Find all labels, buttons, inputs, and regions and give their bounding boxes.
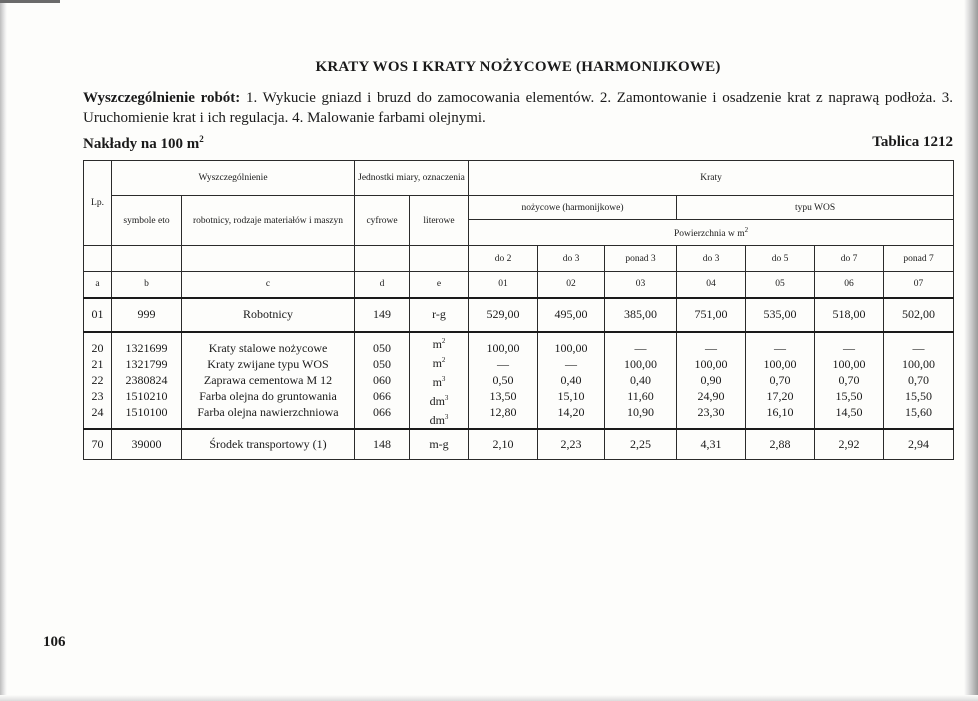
value-item: —	[565, 357, 577, 371]
lp-item: 21	[91, 357, 104, 371]
letter-cell: e	[410, 272, 469, 298]
cell-lp: 70	[84, 429, 112, 460]
letter-cell: 03	[605, 272, 677, 298]
value-item: 10,90	[627, 405, 654, 419]
cell-value: 502,00	[884, 298, 954, 332]
value-item: 0,40	[560, 373, 582, 387]
cell-value: 535,00	[746, 298, 815, 332]
header-powierzchnia	[469, 220, 954, 246]
header-kraty: Kraty	[469, 161, 954, 196]
value-item: 100,00	[763, 357, 797, 371]
size-cell: do 7	[815, 246, 884, 272]
value-item: 100,00	[624, 357, 657, 371]
material-name: Kraty stalowe nożycowe	[208, 341, 328, 355]
letter-cell: 02	[538, 272, 605, 298]
material-name: Zaprawa cementowa M 12	[203, 373, 333, 387]
lp-item: 23	[91, 389, 104, 403]
cell-name: Robotnicy	[182, 298, 355, 332]
cell-value: 529,00	[469, 298, 538, 332]
size-cell: do 3	[538, 246, 605, 272]
unit-item	[413, 409, 465, 428]
cell-value: 2,10	[469, 429, 538, 460]
unit-sup: 3	[444, 412, 449, 421]
header-nozycowe: nożycowe (harmonijkowe)	[469, 196, 677, 220]
symbol-item: 2380824	[125, 373, 168, 387]
letter-cell: d	[355, 272, 410, 298]
value-item: 15,50	[905, 389, 933, 403]
cell-value: 2,23	[538, 429, 605, 460]
value-item: 0,50	[492, 373, 514, 387]
cell-cyfrowe-list	[355, 332, 410, 429]
value-item: 100,00	[486, 341, 520, 355]
cell-literowe-list	[410, 332, 469, 429]
cell-symbol: 39000	[112, 429, 182, 460]
cell-symbol-list	[112, 332, 182, 429]
cell-values-col-07	[884, 332, 954, 429]
lp-item: 20	[91, 341, 104, 355]
value-item: —	[843, 341, 855, 355]
cyfrowe-item: 050	[373, 357, 391, 371]
value-item: 0,70	[769, 373, 791, 387]
cell-values-col-02	[538, 332, 605, 429]
header-typu-wos: typu WOS	[677, 196, 954, 220]
sizes-empty-d	[355, 246, 410, 272]
cell-lp-list	[84, 332, 112, 429]
table-row-transport	[84, 429, 954, 460]
value-item: —	[634, 341, 647, 355]
sizes-empty-b	[112, 246, 182, 272]
cell-symbol: 999	[112, 298, 182, 332]
value-item: 15,10	[557, 389, 585, 403]
value-item: 12,80	[489, 405, 517, 419]
header-letters-row	[84, 272, 954, 298]
unit-base: dm	[429, 412, 445, 427]
letter-cell: a	[84, 272, 112, 298]
cell-name: Środek transportowy (1)	[182, 429, 355, 460]
lp-item: 24	[91, 405, 104, 419]
value-item: 17,20	[766, 389, 794, 403]
page-shadow-bottom	[0, 695, 978, 701]
page-corner-mark	[0, 0, 60, 3]
value-item: 100,00	[832, 357, 866, 371]
unit-sup: 2	[441, 355, 446, 364]
cell-value: 751,00	[677, 298, 746, 332]
value-item: 0,70	[908, 373, 930, 387]
value-item: 14,50	[835, 405, 863, 419]
value-item: 14,20	[557, 405, 585, 419]
page-shadow-left	[0, 0, 7, 701]
value-item: 0,40	[630, 373, 651, 387]
header-robotnicy-rodzaje: robotnicy, rodzaje materiałów i maszyn	[182, 196, 355, 246]
header-symbole: symbole eto	[112, 196, 182, 246]
cell-values-col-05	[746, 332, 815, 429]
sizes-empty-c	[182, 246, 355, 272]
cell-values-col-04	[677, 332, 746, 429]
value-item: 24,90	[697, 389, 725, 403]
unit-item	[413, 371, 465, 390]
cyfrowe-item: 066	[373, 405, 391, 419]
naklady-label: Nakłady na 100 m	[83, 136, 200, 152]
size-cell: ponad 3	[605, 246, 677, 272]
cell-name-list	[182, 332, 355, 429]
value-item: —	[705, 341, 717, 355]
sizes-empty-e	[410, 246, 469, 272]
lp-item: 22	[91, 373, 104, 387]
cell-value: 2,94	[884, 429, 954, 460]
unit-item	[413, 352, 465, 371]
cell-literowe: m-g	[410, 429, 469, 460]
size-cell: do 2	[469, 246, 538, 272]
cyfrowe-item: 050	[373, 341, 391, 355]
cell-values-col-06	[815, 332, 884, 429]
header-row-2	[84, 196, 954, 220]
value-item: 15,60	[905, 405, 933, 419]
letter-cell: b	[112, 272, 182, 298]
powierzchnia-label: Powierzchnia w m	[673, 229, 745, 240]
cell-lp: 01	[84, 298, 112, 332]
symbol-item: 1321799	[125, 357, 168, 371]
symbol-item: 1510100	[125, 405, 168, 419]
header-jednostki: Jednostki miary, oznaczenia	[355, 161, 469, 196]
letter-cell: 05	[746, 272, 815, 298]
cell-value: 4,31	[677, 429, 746, 460]
value-item: 16,10	[766, 405, 794, 419]
letter-cell: c	[182, 272, 355, 298]
size-cell: do 5	[746, 246, 815, 272]
header-sizes-row	[84, 246, 954, 272]
unit-base: m	[432, 374, 442, 389]
cell-values-col-01	[469, 332, 538, 429]
table-row-robotnicy	[84, 298, 954, 332]
unit-item	[413, 390, 465, 409]
symbol-item: 1321699	[125, 341, 168, 355]
value-item: 13,50	[489, 389, 517, 403]
value-item: —	[912, 341, 925, 355]
size-cell: do 3	[677, 246, 746, 272]
letter-cell: 01	[469, 272, 538, 298]
page-number: 106	[43, 634, 66, 650]
works-description	[83, 88, 953, 128]
header-cyfrowe: cyfrowe	[355, 196, 410, 246]
value-item: —	[774, 341, 786, 355]
unit-item	[413, 333, 465, 352]
value-item: 100,00	[554, 341, 588, 355]
header-row-1	[84, 161, 954, 196]
letter-cell: 07	[884, 272, 954, 298]
header-wyszczegolnienie: Wyszczególnienie	[112, 161, 355, 196]
description-text: 1. Wykucie gniazd i bruzd do zamocowania elementów. 2. Zamontowanie i osadzenie krat z naprawą podłoża. 3. Uruchomienie krat i ich regulacja. 4. Malowanie farbami olejnymi.	[83, 90, 953, 126]
material-name: Kraty zwijane typu WOS	[207, 357, 329, 371]
unit-base: dm	[429, 393, 445, 408]
value-item: 100,00	[902, 357, 936, 371]
unit-sup: 2	[441, 336, 446, 345]
naklady-heading	[83, 134, 204, 153]
sizes-empty-lp	[84, 246, 112, 272]
cell-value: 518,00	[815, 298, 884, 332]
cell-value: 2,92	[815, 429, 884, 460]
page-title: KRATY WOS I KRATY NOŻYCOWE (HARMONIJKOWE)	[315, 59, 721, 75]
cell-cyfrowe: 148	[355, 429, 410, 460]
material-name: Farba olejna do gruntowania	[199, 389, 337, 403]
cell-value: 495,00	[538, 298, 605, 332]
value-item: 23,30	[697, 405, 725, 419]
letter-cell: 04	[677, 272, 746, 298]
value-item: 100,00	[694, 357, 728, 371]
letter-cell: 06	[815, 272, 884, 298]
naklady-sup: 2	[199, 134, 204, 144]
material-name: Farba olejna nawierzchniowa	[197, 405, 339, 419]
unit-sup: 3	[444, 393, 449, 402]
header-lp: Lp.	[84, 161, 112, 246]
unit-sup: 3	[441, 374, 446, 383]
powierzchnia-sup: 2	[744, 226, 749, 235]
norms-table	[83, 160, 954, 460]
description-label: Wyszczególnienie robót:	[83, 90, 241, 106]
table-number: Tablica 1212	[872, 134, 953, 150]
cell-cyfrowe: 149	[355, 298, 410, 332]
unit-base: m	[432, 355, 442, 370]
page-shadow-right	[964, 0, 978, 701]
header-literowe: literowe	[410, 196, 469, 246]
cell-value: 385,00	[605, 298, 677, 332]
value-item: 15,50	[835, 389, 863, 403]
size-cell: ponad 7	[884, 246, 954, 272]
cell-value: 2,88	[746, 429, 815, 460]
value-item: 0,90	[700, 373, 722, 387]
cell-values-col-03	[605, 332, 677, 429]
cyfrowe-item: 066	[373, 389, 391, 403]
cell-literowe: r-g	[410, 298, 469, 332]
cyfrowe-item: 060	[373, 373, 391, 387]
value-item: 0,70	[838, 373, 860, 387]
symbol-item: 1510210	[125, 389, 168, 403]
unit-base: m	[432, 336, 442, 351]
cell-value: 2,25	[605, 429, 677, 460]
value-item: —	[497, 357, 509, 371]
table-row-materials	[84, 332, 954, 429]
value-item: 11,60	[627, 389, 654, 403]
